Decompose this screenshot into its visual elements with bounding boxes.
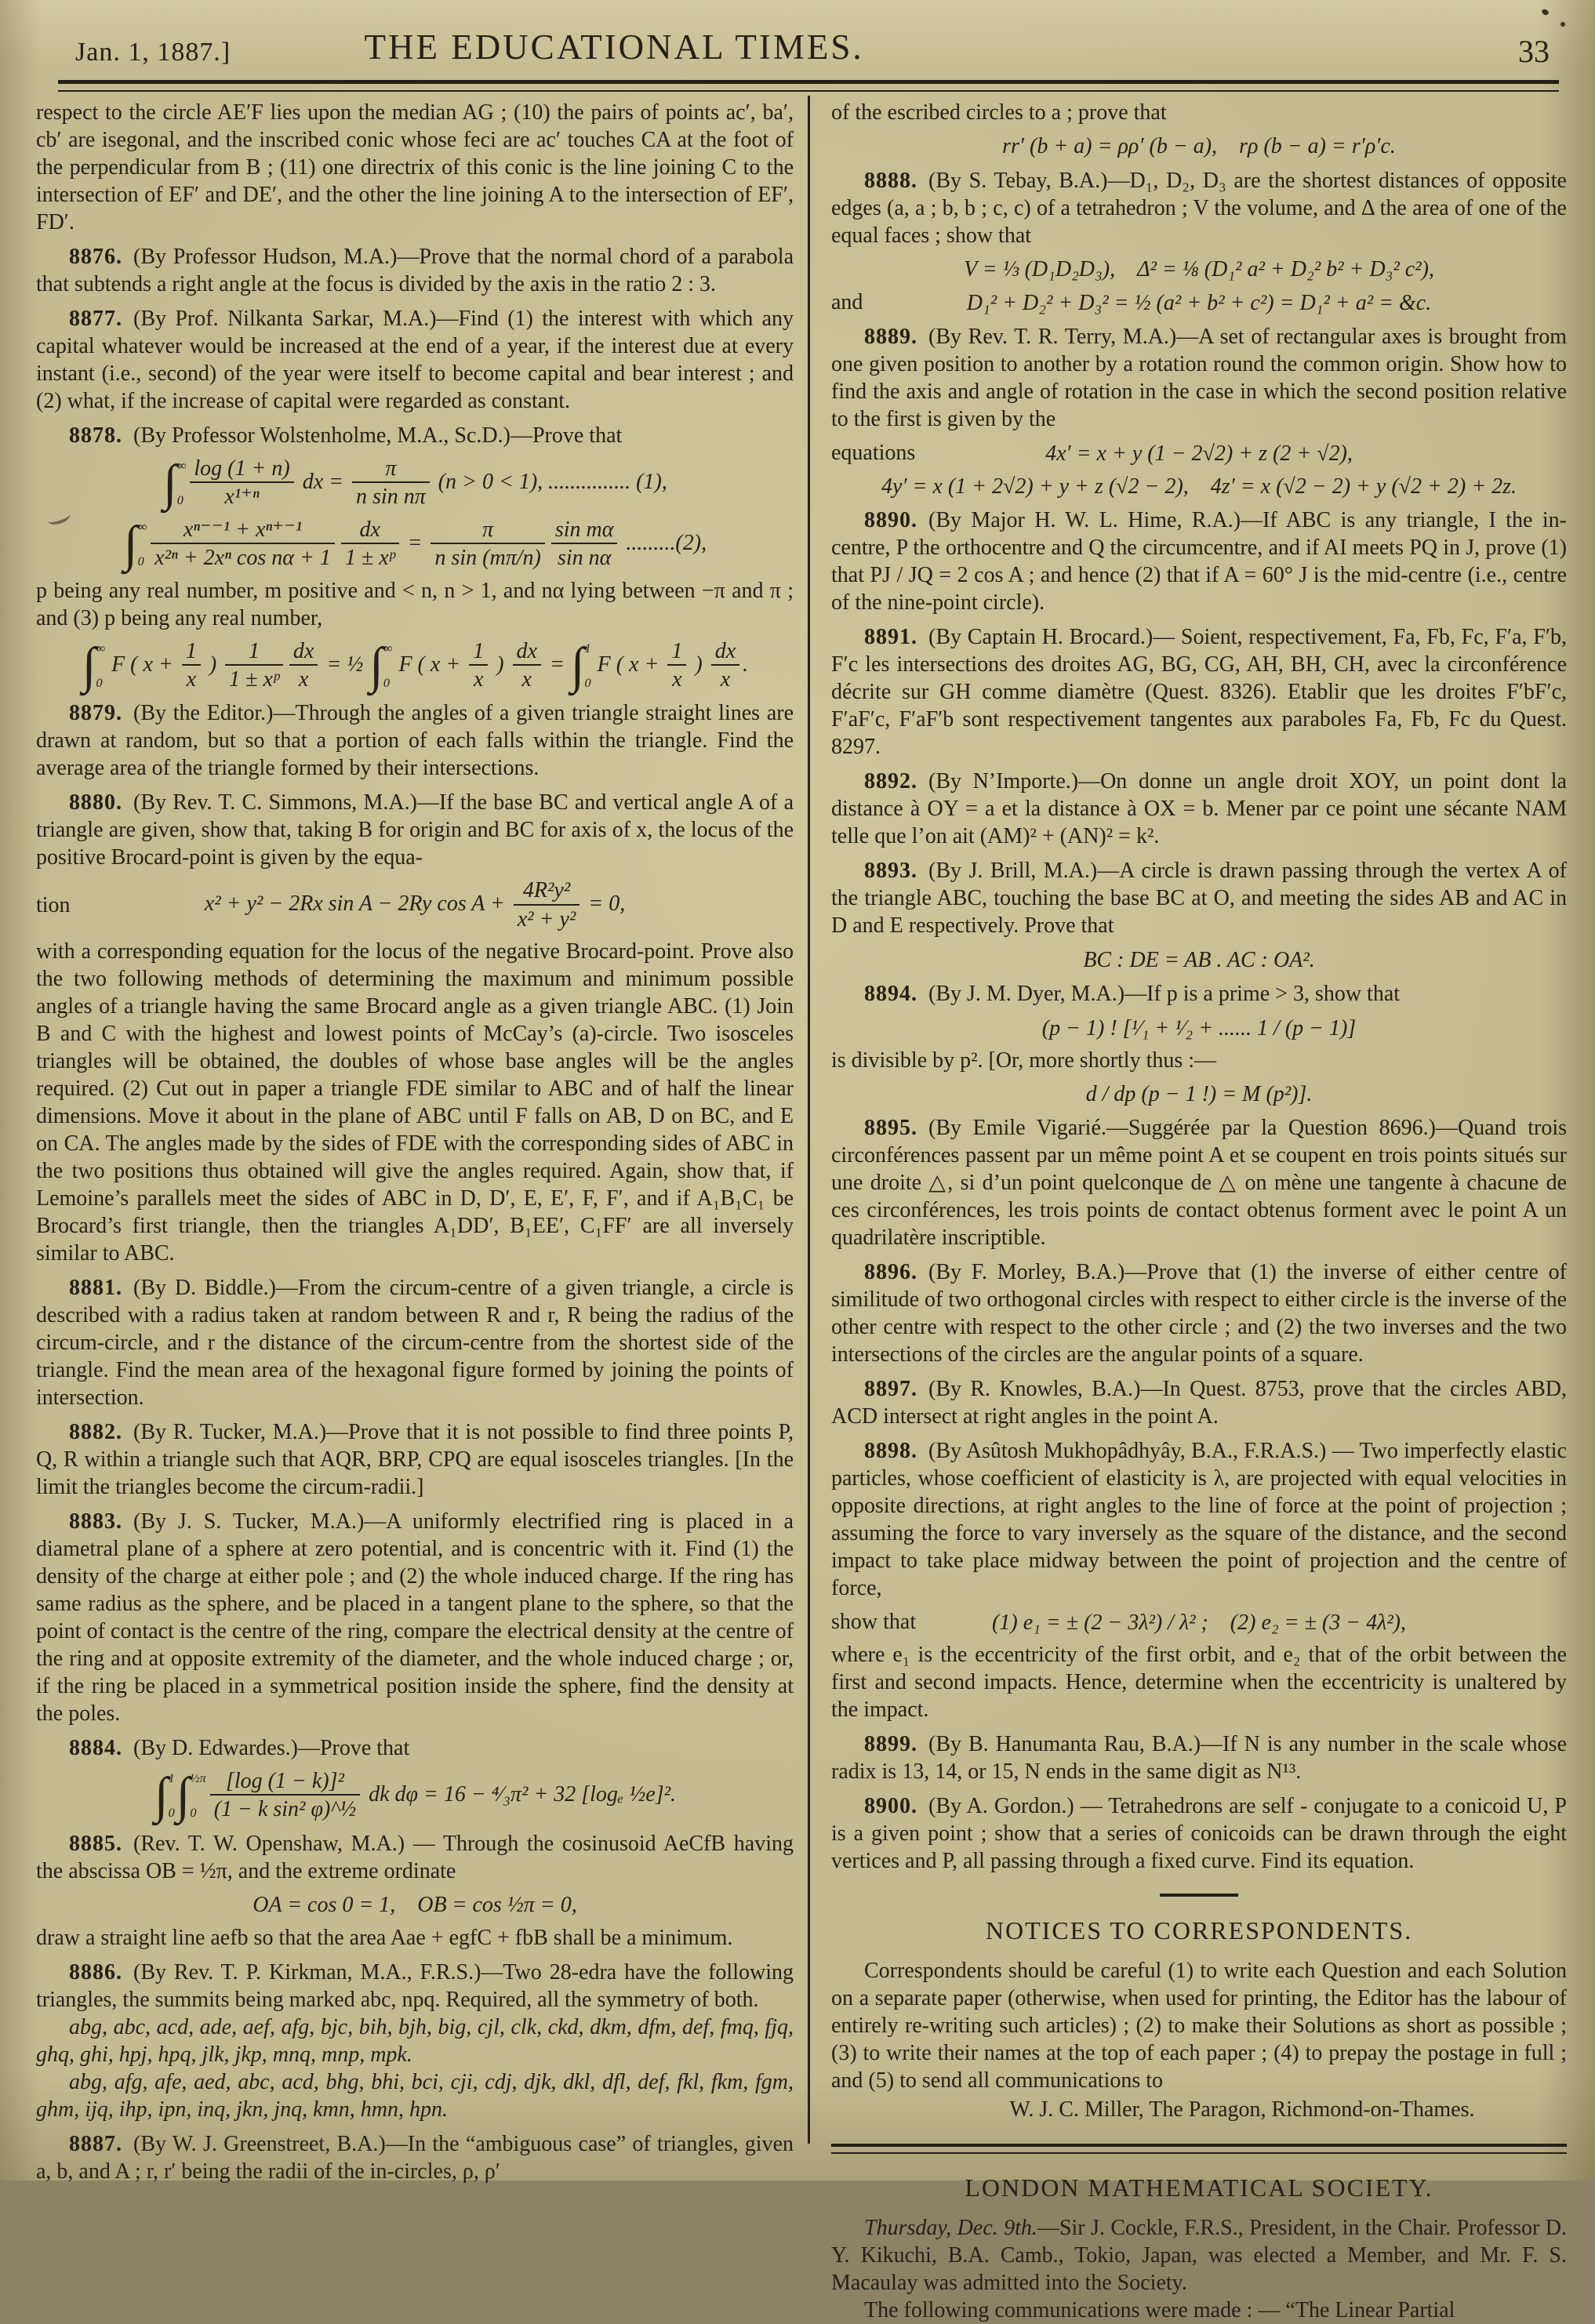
fraction-numerator: dx (516, 638, 537, 663)
formula-body (967, 291, 1431, 316)
fraction-numerator: 1 (185, 638, 197, 663)
formula-text: ) (689, 652, 708, 677)
paragraph: abg, abc, acd, ade, aef, afg, bjc, bih, bjh, big, cjl, clk, ckd, dkm, dfm, def, fmq, fjq, ghq, ghi, hpj, hpq, jlk, jkp, mnq, mnp, mpk. (36, 2014, 794, 2067)
problem-number: 8882. (69, 1420, 122, 1445)
fraction (289, 639, 318, 693)
formula-body (253, 1893, 576, 1918)
fraction-denominator: x (711, 664, 739, 693)
display-formula (831, 1609, 1567, 1636)
fraction-numerator: dx (714, 638, 736, 663)
integral-limits (585, 641, 591, 689)
formula-text: = (543, 652, 570, 677)
integral-upper-limit: ∞ (137, 519, 147, 534)
integral-upper-limit: ∞ (383, 641, 393, 655)
double-divider-rule (831, 2144, 1567, 2154)
problem-8897: 8897. (By R. Knowles, B.A.)—In Quest. 8753, prove that the circles ABD, ACD intersect at right angles in the point A. (831, 1377, 1567, 1429)
fraction (667, 639, 686, 693)
italic-lead: Thursday, Dec. 9th. (864, 2216, 1037, 2241)
fraction-denominator: x² + y² (514, 904, 580, 933)
problem-8892: 8892. (By N’Importe.)—On donne un angle droit XOY, un point dont la distance à OY = a et la distance à OX = b. Mener par ce point une sécante NAM telle que l’on ait (AM)² + (AN)² = k². (831, 769, 1567, 849)
formula-body (964, 257, 1434, 282)
problem-8893: 8893. (By J. Brill, M.A.)—A circle is drawn passing through the vertex A of the triangle ABC, touching the base BC at O, and meeting the sides AB and AC in D and E respectively. Prove that (831, 859, 1567, 939)
problem-number: 8878. (69, 423, 122, 448)
problem-8881: 8881. (By D. Biddle.)—From the circum-centre of a given triangle, a circle is described with a radius taken at random between R and r, R being the radius of the circum-circle, and r the distance of the circum-centre from the shortest side of the triangle. Find the mean area of the hexagonal figure formed by joining the points of intersection. (36, 1276, 794, 1411)
integral-glyph: ∫ (176, 1767, 191, 1824)
integral-lower-limit: 0 (96, 675, 103, 690)
formula-body (1042, 1016, 1356, 1041)
problem-number: 8876. (69, 245, 122, 269)
integral-sign (123, 515, 147, 572)
fraction-denominator: x (469, 664, 488, 693)
display-formula (36, 1769, 794, 1823)
display-formula (831, 289, 1567, 316)
problem-number: 8891. (864, 625, 917, 650)
display-formula (36, 456, 794, 510)
problem-8877: 8877. (By Prof. Nilkanta Sarkar, M.A.)—Find (1) the interest with which any capital whatever would be increased at the end of a year, if the interest due at every instant (i.e., second) of the year were itself to become capital and bear interest ; and (2) what, if the increase of capital were regarded as constant. (36, 307, 794, 413)
fraction-numerator: xⁿ⁻⁻¹ + xⁿ⁺⁻¹ (183, 517, 303, 542)
formula-text: (n > 0 < 1), ............... (1), (432, 469, 667, 494)
integral-lower-limit: 0 (190, 1806, 197, 1821)
page-number: 33 (1518, 34, 1550, 69)
fraction-denominator: n sin nπ (352, 481, 430, 510)
integral-upper-limit: 1 (168, 1771, 175, 1786)
problem-number: 8888. (864, 168, 917, 193)
fraction-numerator: 1 (473, 638, 485, 663)
formula-text: F ( x + (106, 652, 179, 677)
display-formula (831, 133, 1567, 160)
problem-8896: 8896. (By F. Morley, B.A.)—Prove that (1) the inverse of either centre of similitude of two orthogonal circles with respect to either circle is the inverse of the other centre with respect to the other circle ; and (2) the two inverses and the two intersections of the circles are the angular points of a square. (831, 1260, 1567, 1367)
fraction-numerator: 4R²y² (522, 878, 571, 903)
integral-glyph: ∫ (154, 1767, 169, 1824)
integral-upper-limit: ½π (190, 1771, 206, 1786)
formula-body (1083, 948, 1314, 973)
right-column (831, 99, 1567, 2323)
paragraph: abg, afg, afe, aed, abc, acd, bhg, bhi, bci, cji, cdj, djk, dkl, dfl, def, fkl, fkm, fgm, ghm, ijq, ihp, ipn, inq, jkn, jnq, kmn, hmn, hpn. (36, 2069, 794, 2122)
fraction (190, 456, 293, 510)
fraction-denominator: x¹⁺ⁿ (190, 481, 293, 510)
problem-8880: 8880. (By Rev. T. C. Simmons, M.A.)—If the base BC and vertical angle A of a triangle are given, show that, taking B for origin and BC for axis of x, the locus of the positive Brocard-point is given by the equa- (36, 790, 794, 870)
problem-8883: 8883. (By J. S. Tucker, M.A.)—A uniformly electrified ring is placed in a diametral plane of a sphere at zero potential, and is concentric with it. Find (1) the density of the charge at either pole ; and (2) the whole induced charge. If the ring has same radius as the sphere, and be placed in a tangent plane to the sphere, so that the point of contact is the centre of the ring, compare the electrical density at the centre of the ring and at opposite extremity of the diameter, and the whole induced charge ; or, if the ring be placed in a symmetrical position inside the sphere, find the density at the poles. (36, 1509, 794, 1727)
formula-side-label: and (831, 290, 863, 315)
display-formula (36, 878, 794, 932)
display-formula (831, 946, 1567, 973)
fraction-denominator: 1 ± xᵖ (341, 543, 399, 572)
formula-text: rr′ (b + a) = ρρ′ (b − a), rρ (b − a) = r′ρ′c. (1002, 134, 1396, 159)
integral-limits (383, 641, 393, 689)
problem-number: 8893. (864, 859, 917, 884)
integral-limits (96, 641, 106, 689)
problem-number: 8899. (864, 1732, 917, 1757)
formula-body (154, 1769, 676, 1823)
fraction (151, 517, 335, 572)
display-formula (831, 440, 1567, 467)
page-header (0, 27, 1595, 75)
header-double-rule (58, 80, 1559, 92)
integral-limits (138, 519, 147, 568)
fraction-numerator: dx (359, 517, 380, 542)
formula-body (205, 878, 625, 932)
fraction (469, 639, 488, 693)
problem-number: 8884. (69, 1736, 122, 1761)
integral-lower-limit: 0 (168, 1806, 175, 1821)
fraction (341, 517, 399, 572)
problem-number: 8900. (864, 1794, 917, 1819)
problem-number: 8890. (864, 508, 917, 533)
formula-text: V = ⅓ (D₁D₂D₃), Δ² = ⅛ (D₁² a² + D₂² b² + D₃² c²), (964, 257, 1434, 282)
formula-text: = 0, (583, 891, 626, 917)
formula-body (1002, 134, 1396, 159)
integral-sign (163, 455, 187, 511)
problem-number: 8885. (69, 1831, 122, 1856)
fraction-numerator: dx (292, 638, 314, 663)
fraction-numerator: 1 (671, 638, 683, 663)
integral-sign (82, 637, 106, 693)
integral-glyph: ∫ (369, 637, 383, 693)
problem-number: 8892. (864, 769, 917, 794)
fraction (182, 639, 201, 693)
formula-text: . (743, 652, 749, 677)
problem-number: 8887. (69, 2131, 122, 2156)
integral-limits (169, 1770, 175, 1819)
formula-text: 4x′ = x + y (1 − 2√2) + z (2 + √2), (1045, 441, 1353, 466)
fraction-denominator: x (289, 664, 318, 693)
integral-glyph: ∫ (123, 515, 138, 572)
problem-8891: 8891. (By Captain H. Brocard.)— Soient, respectivement, Fa, Fb, Fc, F′a, F′b, F′c les intersections des droites AG, BG, CG, AH, BH, CH, avec la circonférence décrite sur GH comme diamètre (Quest. 8326). Etablir que les droites F′bF′c, F′aF′c, F′aF′b sont respectivement tangentes aux paraboles Fa, Fb, Fc du Quest. 8297. (831, 625, 1567, 760)
scan-speck (1541, 8, 1550, 16)
problem-number: 8877. (69, 307, 122, 331)
fraction (352, 456, 430, 510)
formula-text: BC : DE = AB . AC : OA². (1083, 947, 1315, 972)
formula-side-label: tion (36, 892, 71, 917)
integral-upper-limit: ∞ (176, 459, 187, 474)
paragraph: where e₁ is the eccentricity of the first orbit, and e₂ that of the orbit between the first and second impacts. Hence, determine when the eccentricity is unaltered by the impact. (831, 1643, 1567, 1723)
problem-8899: 8899. (By B. Hanumanta Rau, B.A.)—If N is any number in the scale whose radix is 13, 14, or 15, N ends in the same digit as N¹³. (831, 1732, 1567, 1785)
integral-sign (154, 1767, 175, 1824)
problem-number: 8886. (69, 1959, 122, 1984)
formula-text: OA = cos 0 = 1, OB = cos ½π = 0, (253, 1893, 577, 1918)
formula-text: x² + y² − 2Rx sin A − 2Ry cos A + (204, 891, 510, 917)
problem-number: 8894. (864, 982, 917, 1007)
display-formula (831, 1015, 1567, 1041)
fraction-numerator: 1 (249, 638, 260, 663)
problem-number: 8898. (864, 1439, 917, 1464)
fraction-denominator: x (513, 664, 541, 693)
formula-body (1045, 441, 1353, 467)
fraction (431, 517, 544, 572)
fraction-numerator: π (482, 517, 494, 542)
problem-8895: 8895. (By Emile Vigarié.—Suggérée par la Question 8696.)—Quand trois circonférences passent par un même point A et se coupent en trois points situés sur une droite △, si d’un point quelconque de △ on mène une tangente à chacune de ces circonférences, les trois points de contact obtenus forment avec le point A un quadrilatère inscriptible. (831, 1116, 1567, 1251)
integral-glyph: ∫ (163, 455, 177, 511)
formula-body (1086, 1082, 1313, 1107)
problem-number: 8896. (864, 1260, 917, 1285)
paragraph: with a corresponding equation for the locus of the negative Brocard-point. Prove also the two following methods of determining the maximum and minimum possible angles of a triangle having the same Brocard angle as a given triangle ABC. (1) Join B and C with the highest and lowest points of McCay’s (a)-circle. Two isosceles triangles will be obtained, the doubles of whose base angles will be the angles required. (2) Cut out in paper a triangle FDE similar to ABC and of half the linear dimensions. Move it about in the plane of ABC until F falls on AB, D on BC, and E on CA. The angles made by the sides of FDE with the corresponding sides of ABC in the two positions thus obtained will give the angles required. Again, show that, if Lemoine’s parallels meet the sides of ABC in D, D′, E, E′, F, F′, and if A₁B₁C₁ be Brocard’s first triangle, then the triangles A₁DD′, B₁EE′, C₁FF′ are all inversely similar to ABC. (36, 939, 794, 1266)
problem-8890: 8890. (By Major H. W. L. Hime, R.A.)—If ABC is any triangle, I the in-centre, P the orthocentre and Q the circumcentre, and if AI meets PQ in J, prove (1) that PJ / JQ = 2 cos A ; and hence (2) that if A = 60° J is the mid-centre (i.e., centre of the nine-point circle). (831, 508, 1567, 615)
problem-number: 8879. (69, 701, 122, 726)
section-heading: NOTICES TO CORRESPONDENTS. (985, 1916, 1413, 1945)
formula-side-label: equations (831, 440, 916, 465)
formula-body (162, 456, 667, 510)
integral-sign (570, 637, 591, 693)
paragraph: p being any real number, m positive and < n, n > 1, and nα lying between −π and π ; and (3) p being any real number, (36, 578, 794, 630)
problem-8885: 8885. (Rev. T. W. Openshaw, M.A.) — Through the cosinusoid AeCfB having the abscissa OB = ½π, and the extreme ordinate (36, 1831, 794, 1883)
problem-number: 8889. (864, 325, 917, 350)
fraction (225, 639, 283, 693)
fraction-numerator: π (385, 456, 397, 481)
formula-text: (p − 1) ! [¹⁄₁ + ¹⁄₂ + ...... 1 / (p − 1)] (1041, 1015, 1357, 1040)
formula-text: F ( x + (393, 652, 467, 677)
fraction (551, 517, 618, 572)
integral-sign (369, 637, 393, 693)
integral-upper-limit: ∞ (96, 641, 106, 655)
formula-body (881, 474, 1517, 499)
problem-8882: 8882. (By R. Tucker, M.A.)—Prove that it is not possible to find three points P, Q, R within a triangle such that AQR, BRP, CPQ are equal isosceles triangles. [In the limit the triangles become the circum-radii.] (36, 1420, 794, 1500)
formula-text: d / dp (p − 1 !) = M (p²)]. (1085, 1082, 1313, 1107)
integral-glyph: ∫ (82, 637, 96, 693)
problem-8878: 8878. (By Professor Wolstenholme, M.A., Sc.D.)—Prove that (69, 423, 623, 448)
problem-8887: 8887. (By W. J. Greenstreet, B.A.)—In the “ambiguous case” of triangles, given a, b, and A ; r, r′ being the radii of the in-circles, ρ, ρ′ (36, 2131, 794, 2184)
display-formula (36, 517, 794, 572)
signature-line: W. J. C. Miller, The Paragon, Richmond-on-Thames. (1009, 2097, 1475, 2122)
paragraph: respect to the circle AE′F lies upon the median AG ; (10) the pairs of points ac′, ba′, cb′ are isegonal, and the inscribed conic whose feci are ac′ touches CA at the foot of the perpendicular from B ; (11) one directrix of this conic is the line joining C to the intersection of EF′ and DE′, and the other the line joining A to the intersection of EF′, FD′. (36, 100, 794, 234)
fraction (514, 878, 580, 932)
formula-text: dk dφ = 16 − ⁴⁄₃π² + 32 [logₑ ½e]². (363, 1781, 676, 1807)
integral-lower-limit: 0 (383, 675, 390, 690)
fraction-denominator: x (182, 664, 201, 693)
fraction-denominator: (1 − k sin² φ)^½ (210, 1794, 360, 1823)
fraction (711, 639, 739, 693)
formula-text: 4y′ = x (1 + 2√2) + y + z (√2 − 2), 4z′ = x (√2 − 2) + y (√2 + 2) + 2z. (881, 474, 1517, 499)
paragraph: Correspondents should be careful (1) to write each Question and each Solution on a separate paper (otherwise, when used for printing, the Editor has the labour of entirely re-writing such articles) ; (2) to make their Solutions as short as possible ; (3) to write their names at the top of each paper ; (4) to prepay the postage in full ; and (5) to send all communications to (831, 1959, 1567, 2093)
display-formula (831, 256, 1567, 283)
problem-8876: 8876. (By Professor Hudson, M.A.)—Prove that the normal chord of a parabola that subtends a right angle at the focus is divided by the axis in the ratio 2 : 3. (36, 245, 794, 296)
formula-body (82, 639, 748, 693)
paragraph: Thursday, Dec. 9th.—Sir J. Cockle, F.R.S., President, in the Chair. Professor D. Y. Kikuchi, B.A. Camb., Tokio, Japan, was elected a Member, and Mr. F. S. Macaulay was admitted into the Society. (831, 2216, 1567, 2296)
problem-number: 8895. (864, 1116, 917, 1141)
formula-body (123, 517, 707, 572)
formula-text: = (401, 530, 428, 555)
problem-8894: 8894. (By J. M. Dyer, M.A.)—If p is a prime > 3, show that (864, 982, 1401, 1007)
problem-8888: 8888. (By S. Tebay, B.A.)—D₁, D₂, D₃ are the shortest distances of opposite edges (a, a ; b, b ; c, c) of a tetrahedron ; V the volume, and Δ the area of one of the equal faces ; show that (831, 168, 1567, 248)
fraction-denominator: x²ⁿ + 2xⁿ cos nα + 1 (151, 543, 335, 572)
problem-number: 8881. (69, 1276, 122, 1301)
formula-text: = ½ (321, 652, 369, 677)
fraction-denominator: 1 ± xᵖ (225, 664, 283, 693)
column-divider-rule (808, 96, 810, 2144)
page-title: THE EDUCATIONAL TIMES. (364, 27, 864, 67)
fraction-denominator: sin nα (551, 543, 618, 572)
paragraph: is divisible by p². [Or, more shortly thus :— (831, 1048, 1217, 1073)
formula-text: dx = (296, 469, 350, 494)
integral-limits (190, 1770, 205, 1819)
formula-side-label: show that (831, 1610, 917, 1635)
display-formula (36, 639, 794, 693)
issue-date: Jan. 1, 1887.] (75, 38, 231, 67)
integral-lower-limit: 0 (137, 554, 144, 568)
formula-text: (1) e₁ = ± (2 − 3λ²) / λ² ; (2) e₂ = ± (3 − 4λ²), (992, 1610, 1406, 1635)
fraction-numerator: [log (1 − k)]² (225, 1769, 344, 1794)
formula-text: ) (203, 652, 223, 677)
paragraph: of the escribed circles to a ; prove that (831, 100, 1167, 125)
fraction (513, 639, 541, 693)
display-formula (831, 1081, 1567, 1108)
problem-8900: 8900. (By A. Gordon.) — Tetrahedrons are self - conjugate to a conicoid U, P is a given point ; show that a series of conicoids can be drawn through the eight vertices and P, all passing through a fixed curve. Find its equation. (831, 1794, 1567, 1874)
left-column (36, 99, 794, 2184)
fraction-denominator: n sin (mπ/n) (431, 543, 544, 572)
integral-lower-limit: 0 (584, 675, 591, 690)
problem-number: 8880. (69, 790, 122, 815)
formula-text: ) (491, 652, 510, 677)
formula-text: F ( x + (591, 652, 665, 677)
paragraph: The following communications were made : — “The Linear Partial (864, 2298, 1455, 2323)
scan-speck (1560, 22, 1565, 27)
short-divider-rule (1160, 1894, 1238, 1897)
formula-text: .........(2), (620, 530, 707, 555)
display-formula (831, 474, 1567, 500)
problem-8879: 8879. (By the Editor.)—Through the angles of a given triangle straight lines are drawn at random, but so that a portion of each falls within the triangle. Find the average area of the triangle formed by their intersections. (36, 701, 794, 781)
formula-text: D₁² + D₂² + D₃² = ½ (a² + b² + c²) = D₁² + a² = &c. (966, 290, 1432, 315)
problem-8884: 8884. (By D. Edwardes.)—Prove that (69, 1736, 410, 1761)
integral-lower-limit: 0 (176, 493, 183, 508)
problem-number: 8883. (69, 1509, 122, 1534)
integral-upper-limit: 1 (584, 641, 591, 655)
problem-8889: 8889. (By Rev. T. R. Terry, M.A.)—A set of rectangular axes is brought from one given position to another by a rotation round the common origin. Show how to find the axis and angle of rotation in the case in which the second position relative to the first is given by the (831, 325, 1567, 432)
integral-sign (176, 1767, 206, 1824)
fraction-numerator: log (1 + n) (194, 456, 290, 481)
problem-8886: 8886. (By Rev. T. P. Kirkman, M.A., F.R.S.)—Two 28-edra have the following triangles, the summits being marked abc, npq. Required, all the symmetry of both. (36, 1959, 794, 2012)
display-formula (36, 1892, 794, 1919)
fraction (210, 1769, 360, 1823)
formula-body (992, 1610, 1406, 1636)
fraction-numerator: sin mα (554, 517, 614, 542)
fraction-denominator: x (667, 664, 686, 693)
integral-limits (177, 458, 187, 507)
problem-8898: 8898. (By Asûtosh Mukhopâdhyây, B.A., F.R.A.S.) — Two imperfectly elastic particles, whose coefficient of elasticity is λ, are projected with equal velocities in opposite directions, at right angles to the line of force at the point of projection ; assuming the force to vary inversely as the square of the distance, and the second impact to take place midway between the point of projection and the centre of force, (831, 1439, 1567, 1601)
problem-number: 8897. (864, 1377, 917, 1402)
section-heading: LONDON MATHEMATICAL SOCIETY. (965, 2173, 1433, 2202)
paragraph: draw a straight line aefb so that the area Aae + egfC + fbB shall be a minimum. (36, 1925, 733, 1950)
integral-glyph: ∫ (570, 637, 585, 693)
